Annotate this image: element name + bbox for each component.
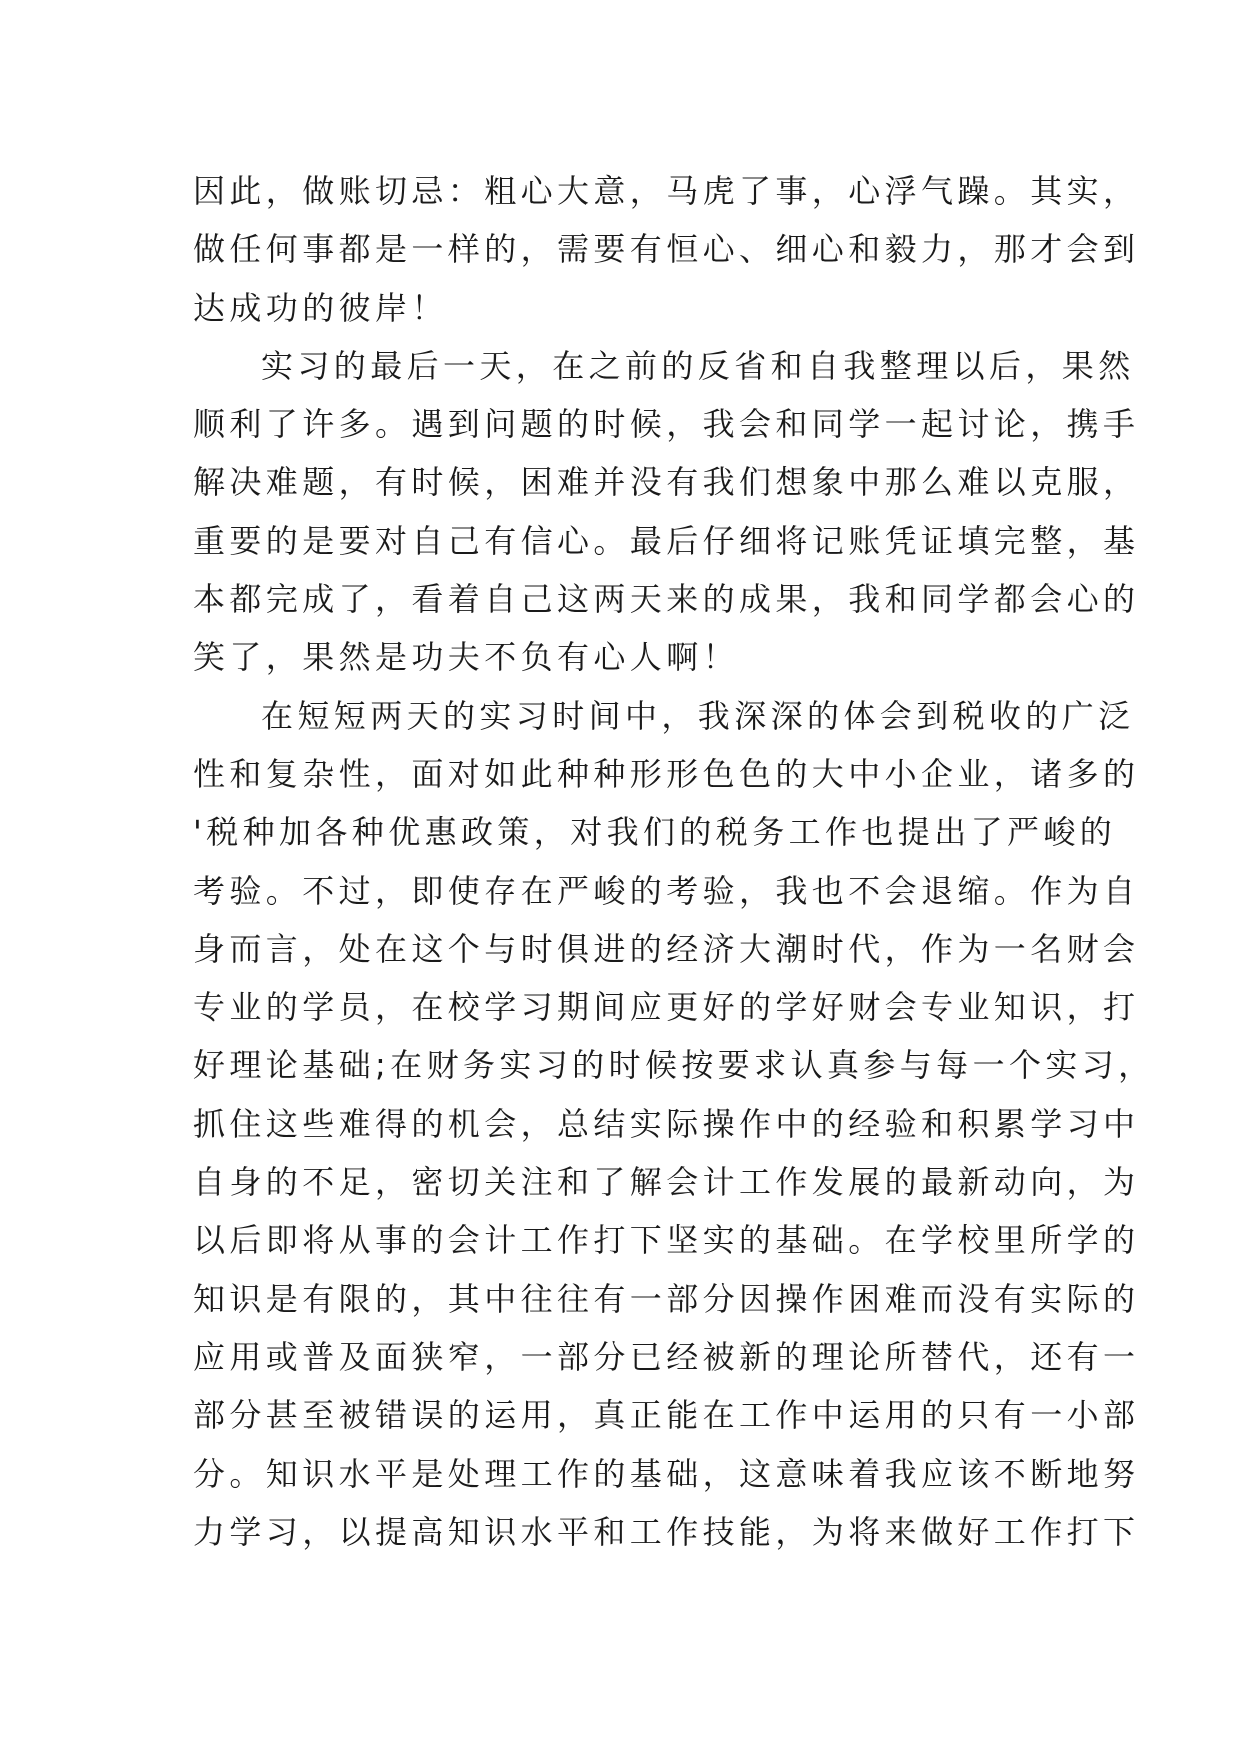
text-line: 知识是有限的，其中往往有一部分因操作困难而没有实际的 xyxy=(193,1279,1140,1318)
text-line: 实习的最后一天，在之前的反省和自我整理以后，果然 xyxy=(261,346,1135,385)
text-line: 在短短两天的实习时间中，我深深的体会到税收的广泛 xyxy=(261,696,1135,735)
text-line: 笑了，果然是功夫不负有心人啊！ xyxy=(193,638,740,677)
text-line: 自身的不足，密切关注和了解会计工作发展的最新动向，为 xyxy=(193,1163,1140,1202)
text-line: 应用或普及面狭窄，一部分已经被新的理论所替代，还有一 xyxy=(193,1337,1140,1376)
text-line: 抓住这些难得的机会，总结实际操作中的经验和积累学习中 xyxy=(193,1104,1140,1143)
text-line: 部分甚至被错误的运用，真正能在工作中运用的只有一小部 xyxy=(193,1396,1140,1435)
text-line: 重要的是要对自己有信心。最后仔细将记账凭证填完整，基 xyxy=(193,521,1140,560)
text-line: 顺利了许多。遇到问题的时候，我会和同学一起讨论，携手 xyxy=(193,405,1140,444)
text-line: 本都完成了，看着自己这两天来的成果，我和同学都会心的 xyxy=(193,580,1140,619)
text-line: 力学习，以提高知识水平和工作技能，为将来做好工作打下 xyxy=(193,1512,1140,1551)
text-line: 做任何事都是一样的，需要有恒心、细心和毅力，那才会到 xyxy=(193,230,1140,269)
text-line: 分。知识水平是处理工作的基础，这意味着我应该不断地努 xyxy=(193,1454,1140,1493)
text-line: 专业的学员，在校学习期间应更好的学好财会专业知识，打 xyxy=(193,988,1140,1027)
text-line: 以后即将从事的会计工作打下坚实的基础。在学校里所学的 xyxy=(193,1221,1140,1260)
text-line: 考验。不过，即使存在严峻的考验，我也不会退缩。作为自 xyxy=(193,871,1140,910)
text-line: 身而言，处在这个与时俱进的经济大潮时代，作为一名财会 xyxy=(193,929,1140,968)
body-text xyxy=(193,162,1155,1561)
text-line: 因此，做账切忌：粗心大意，马虎了事，心浮气躁。其实， xyxy=(193,172,1140,210)
text-line: 达成功的彼岸！ xyxy=(193,288,448,327)
text-line: '税种加各种优惠政策，对我们的税务工作也提出了严峻的 xyxy=(193,813,1117,852)
text-line: 性和复杂性，面对如此种种形形色色的大中小企业，诸多的 xyxy=(193,754,1140,793)
text-line: 好理论基础;在财务实习的时候按要求认真参与每一个实习， xyxy=(193,1046,1155,1085)
text-line: 解决难题，有时候，困难并没有我们想象中那么难以克服， xyxy=(193,463,1140,502)
